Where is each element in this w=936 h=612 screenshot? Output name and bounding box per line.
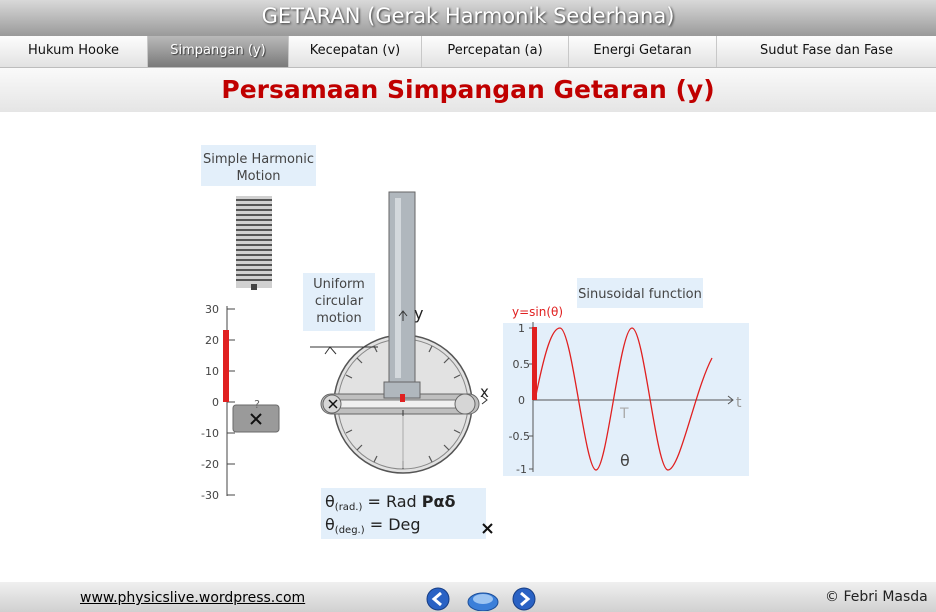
formula-rad: θ(rad.) = Rad Pαδ bbox=[325, 492, 456, 513]
ruler-tick: -20 bbox=[201, 458, 219, 471]
graph-title: y=sin(θ) bbox=[512, 305, 564, 319]
page-heading: Persamaan Simpangan Getaran (y) bbox=[221, 75, 715, 104]
tab-hukum-hooke[interactable]: Hukum Hooke bbox=[0, 36, 148, 67]
ucm-label-line3: motion bbox=[316, 311, 362, 326]
graph-tick: 0.5 bbox=[512, 358, 530, 371]
ruler-tick: 0 bbox=[212, 396, 219, 409]
axis-x-label: x bbox=[480, 383, 489, 401]
graph-t-label: t bbox=[736, 395, 742, 411]
tab-energi-getaran[interactable]: Energi Getaran bbox=[569, 36, 717, 67]
ucm-label-line2: circular bbox=[314, 294, 364, 309]
graph-period-label: T bbox=[620, 406, 629, 422]
shm-simulation bbox=[0, 112, 936, 582]
graph-tick: 0 bbox=[518, 394, 525, 407]
arrow-left-icon[interactable] bbox=[425, 587, 451, 611]
copyright-text: © Febri Masda bbox=[825, 589, 928, 605]
ruler-tick: 30 bbox=[205, 303, 219, 316]
tab-sudut-fase[interactable]: Sudut Fase dan Fase bbox=[760, 43, 893, 58]
tab-bar bbox=[0, 36, 936, 68]
ruler-tick: 20 bbox=[205, 334, 219, 347]
ruler-tick: 10 bbox=[205, 365, 219, 378]
position-ruler bbox=[223, 306, 235, 496]
shm-label-line2: Motion bbox=[236, 169, 281, 184]
tab-simpangan[interactable]: Simpangan (y) bbox=[148, 36, 289, 67]
graph-tick: 1 bbox=[518, 322, 525, 335]
arrow-right-icon[interactable] bbox=[511, 587, 537, 611]
graph-amplitude-bar bbox=[532, 327, 537, 400]
app-title: GETARAN (Gerak Harmonik Sederhana) bbox=[261, 4, 675, 28]
graph-theta-label: θ bbox=[620, 451, 630, 470]
spring bbox=[236, 196, 272, 290]
mass-question-mark: ? bbox=[254, 398, 260, 411]
formula-deg: θ(deg.) = Deg bbox=[325, 515, 421, 536]
tab-percepatan[interactable]: Percepatan (a) bbox=[422, 36, 569, 67]
home-icon[interactable] bbox=[467, 587, 499, 611]
ruler-tick: -30 bbox=[201, 489, 219, 502]
vertical-slider-rod bbox=[384, 192, 420, 398]
graph-tick: -0.5 bbox=[508, 430, 530, 443]
ucm-label-line1: Uniform bbox=[313, 277, 365, 292]
website-link[interactable]: www.physicslive.wordpress.com bbox=[80, 590, 306, 606]
tab-kecepatan[interactable]: Kecepatan (v) bbox=[289, 36, 422, 67]
displacement-bar bbox=[223, 330, 229, 402]
pin-marker bbox=[400, 394, 405, 402]
ruler-tick: -10 bbox=[201, 427, 219, 440]
axis-y-label: y bbox=[414, 304, 424, 323]
graph-tick: -1 bbox=[516, 463, 527, 476]
shm-label-line1: Simple Harmonic bbox=[203, 152, 314, 167]
sinusoidal-label: Sinusoidal function bbox=[578, 287, 702, 302]
